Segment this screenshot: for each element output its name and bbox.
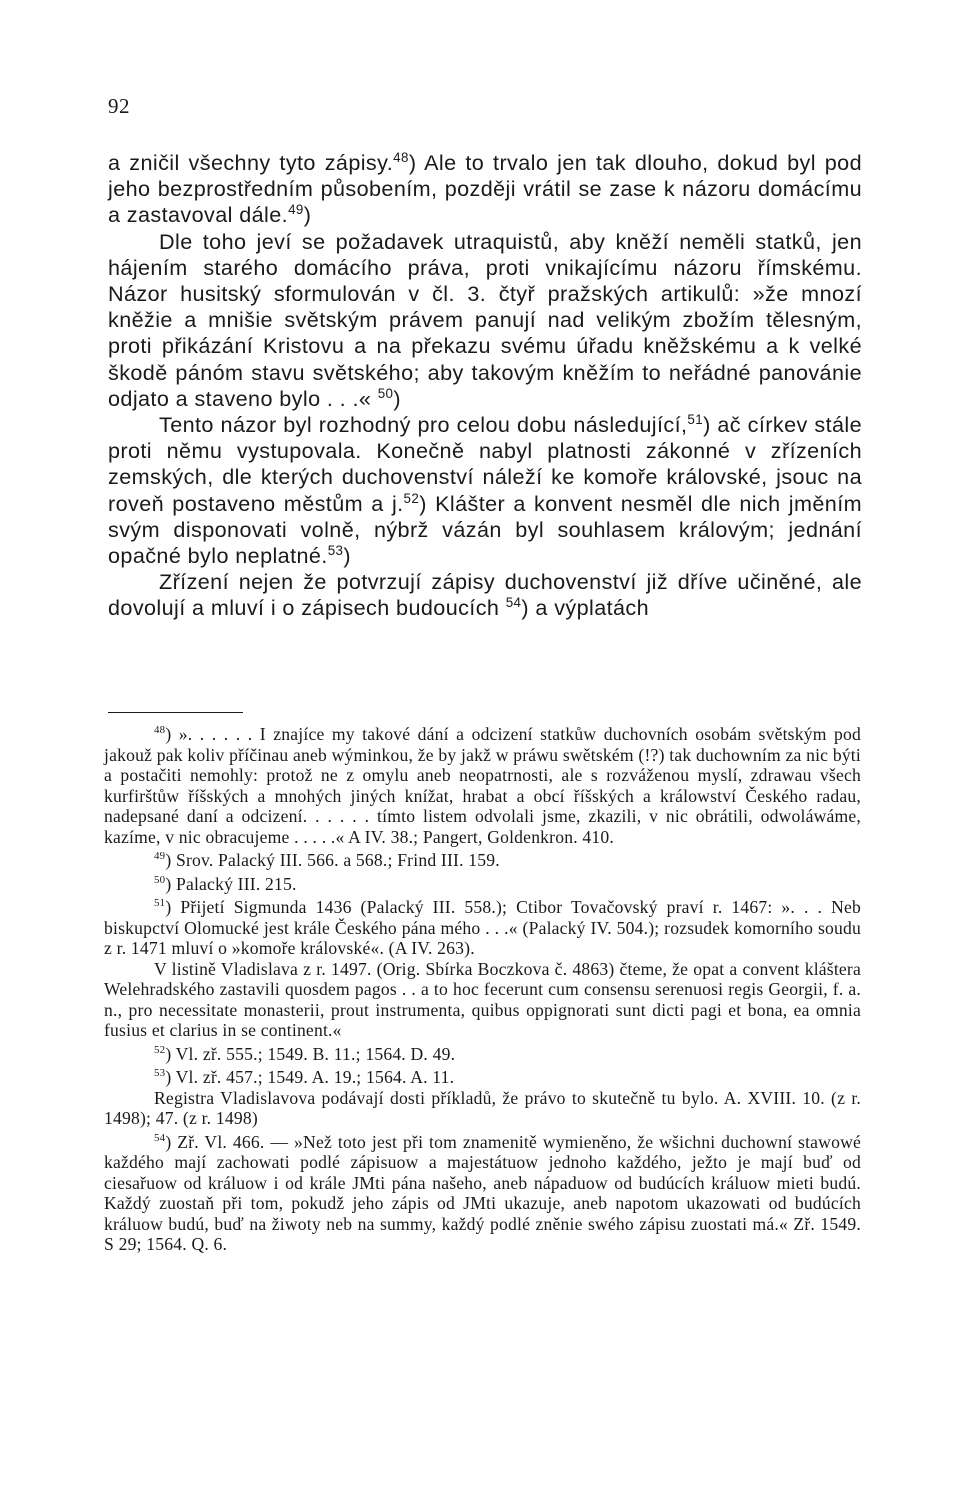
footnote-49: $^{49}$) Srov. Palacký III. 566. a 568.; Frind III. 159. [154, 850, 500, 870]
footnote-48: $^{48}$) ». . . . . . I znajíce my takové dání a odcizení statkůw duchovních osobám světským pod jakouž pak koliv příčinau aneb wýminkou, že by jakž w práwu swětském (!?) tak duchowním za nic býti a postačiti nemohly: protož ne z omylu aneb neopatrnosti, ale s rozváženou myslí, zdrawau všech kurfirštůw říšských a mnohých jiných knížat, hrabat a obcí říšských a králowství Českého radau, nadepsané daní a odcizení. . . . . . tímto listem odvolali jsme, zkazili, v nic obrátili, odwoláwáme, kazíme, v nic obracujeme . . . . .« A IV. 38.; Pangert, Goldenkron. 410. [104, 724, 861, 847]
footnote-52: $^{52}$) Vl. zř. 555.; 1549. B. 11.; 1564. D. 49. [154, 1043, 456, 1064]
page-number: 92 [108, 94, 130, 118]
paragraph-1: a zničil všechny tyto zápisy.$^{48}$) Ale to trvalo jen tak dlouho, dokud byl pod jeho bezprostředním působením, později vrátil se zase k názoru domácímu a zastavoval dále.$^{49}$) [108, 149, 863, 228]
main-text [108, 150, 862, 622]
footnote-ref-48: 48 [393, 149, 409, 165]
footnote-53-continuation: Registra Vladislavova podávají dosti příkladů, že právo to skutečně tu bylo. A. XVIII. 10. (z r. 1498); 47. (z r. 1498) [104, 1087, 861, 1128]
footnote-53: $^{53}$) Vl. zř. 457.; 1549. A. 19.; 1564. A. 11. [154, 1067, 455, 1087]
footnotes [104, 724, 861, 1255]
paragraph-3: Tento názor byl rozhodný pro celou dobu následující,$^{51}$) ač církev stále proti němu vystupovala. Konečně nabyl platnosti zákonné v zřízeních zemských, dle kterých duchovenství náleží ke komoře královské, jsouc na roveň postaveno městům a j.$^{52}$) Klášter a konvent nesměl dle nich jměním svým disponovati volně, nýbrž vázán byl souhlasem královým; jednání opačné bylo neplatné.$^{53}$) [108, 411, 862, 569]
paragraph-4: Zřízení nejen že potvrzují zápisy duchovenství již dříve učiněné, ale dovolují a mluví i o zápisech budoucích $^{54}$) a výplatách [108, 569, 862, 621]
footnote-ref-50: 50 [377, 385, 394, 401]
paragraph-2: Dle toho jeví se požadavek utraquistů, aby kněží neměli statků, jen hájením starého domácího práva, proti vnikajícímu názoru římskému. Názor husitský sformulován v čl. 3. čtyř pražských artikulů: »že mnozí kněžie a mnišie světským právem panují nad velikým zbožím tělesným, proti přikázání Kristovu a na překazu svému úřadu kněžskému a k velké škodě pánóm stavu světského; aby takovým kněžím to neřádné panovánie odjato a staveno bylo . . .« $^{50}$) [108, 228, 862, 411]
footnote-51: $^{51}$) Přijetí Sigmunda 1436 (Palacký III. 558.); Ctibor Tovačovský praví r. 1467: ». . . Neb biskupctví Olomucké jest krále Českého pána mého . . .« (Palacký IV. 504.); rozsudek komorního soudu z r. 1471 mluví o »komoře královské«. (A IV. 263). [104, 897, 861, 958]
footnote-ref-51: 51 [687, 411, 704, 427]
footnote-separator [108, 712, 243, 713]
footnote-ref-49: 49 [288, 202, 304, 218]
footnote-50: $^{50}$) Palacký III. 215. [154, 873, 297, 894]
footnote-ref-52: 52 [403, 490, 420, 506]
footnote-54: $^{54}$) Zř. Vl. 466. — »Než toto jest při tom znamenitě wymieněno, že wšichni duchowní stawowé každého mají zachowati podlé zápisuow a majestátuow jednoho každého, ježto je mají buď od ciesařuow od králuow i od krále JMti pána našeho, aneb nápaduow od budúcích králuow mieti budú. Každý zuostaň při tom, pokudž jeho zápis od JMti ukazuje, aneb napotom ukazowati od budúcích králuow budú, buď na žiwoty neb na summy, každý podlé zněnie swého zápisu zuostati má.« Zř. 1549. S 29; 1564. Q. 6. [104, 1131, 861, 1254]
footnote-ref-54: 54 [505, 595, 522, 611]
footnote-ref-53: 53 [327, 542, 344, 558]
footnote-51-continuation: V listině Vladislava z r. 1497. (Orig. Sbírka Boczkova č. 4863) čteme, že opat a convent kláštera Welehradského zastavili quosdem pagos . . a to hoc fecerunt cum consensu serenuosi regis Georgii, f. a. n., pro necessitate monasterii, prout instrumenta, quibus oppignorati sunt dicti pagi et bona, ea omnia fusius et clarius in se continent.« [104, 958, 861, 1040]
